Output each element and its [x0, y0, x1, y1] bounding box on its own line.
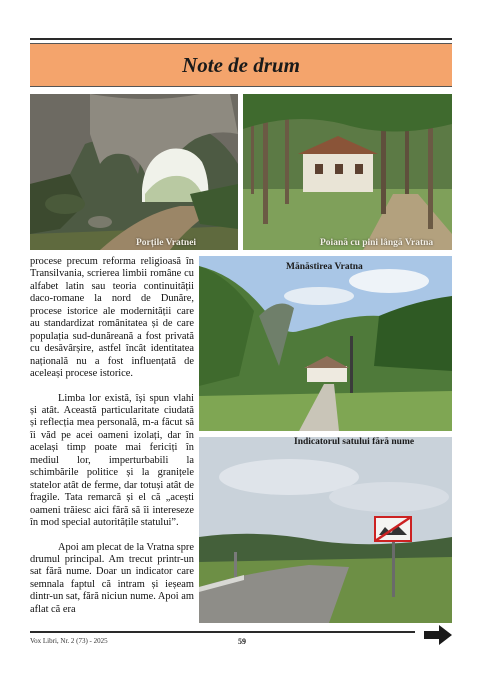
page-number: 59 [238, 637, 246, 646]
photo-vratna-monastery [199, 256, 452, 431]
article-paragraph-3: Apoi am plecat de la Vratna spre drumul principal. Am trecut printr-un sat fără nume. Doar un indicator care semnala faptul că intram și ieșeam dintr-un sat, fără niciun nume. Apoi am aflat că era [30, 541, 194, 615]
article-paragraph-1: procese precum reforma religioasă în Transilvania, scrierea limbii române cu alfabet latin sau teoria continuității daco-romane la nord de Dunăre, procese istorice ale modernității care au standardizat românitatea și de care populația sud-dunăreană a fost privată cu desăvârșire, astfel încât identitatea națională nu a fost influențată de aceleași procese istorice. [30, 256, 194, 380]
caption-monastery: Mănăstirea Vratna [286, 262, 363, 272]
top-rule [30, 38, 452, 40]
caption-village-sign: Indicatorul satului fără nume [294, 437, 415, 447]
article-body [30, 256, 194, 616]
caption-pine-glade: Poiană cu pini lângă Vratna [320, 238, 434, 248]
page-title: Note de drum [182, 52, 300, 77]
photo-nameless-village-sign [199, 437, 452, 623]
right-arrow-icon[interactable] [423, 624, 453, 646]
bottom-rule [30, 631, 415, 633]
article-paragraph-2: Limba lor există, își spun vlahi și atât. Această particularitate ciudată și reflecția mea personală, m-a făcut să îi văd pe acei oameni izolați, dar în același timp poate mai fericiți în mediul lor, imperturbabili la schimbările politice și la granițele statelor atât de ferme, dar totuși atât de fragile. Tata remarcă și el că „acești oameni trăiesc aici fără să îi intereseze în mod special autoritățile statului”. [30, 392, 194, 529]
caption-cave-gate: Porțile Vratnei [136, 238, 197, 248]
header-band [30, 43, 452, 87]
photo-pine-glade [243, 94, 452, 250]
photo-cave-gate [30, 94, 238, 250]
journal-issue: Vox Libri, Nr. 2 (73) - 2025 [30, 637, 108, 645]
